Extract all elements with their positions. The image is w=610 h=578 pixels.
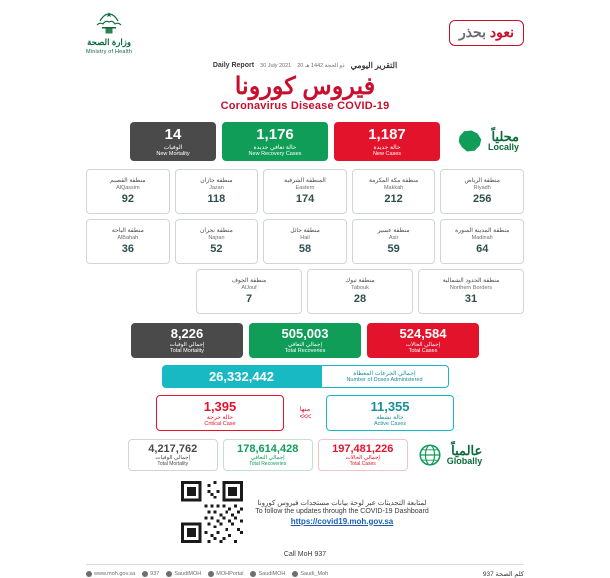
social-link-website[interactable] (86, 571, 135, 577)
phone-icon (142, 571, 148, 577)
globally-label-ar: عالمياً (451, 442, 483, 458)
doses-value: 26,332,442 (162, 365, 322, 388)
region-value: 31 (464, 292, 478, 305)
region-value: 174 (295, 192, 315, 205)
region-card (352, 219, 436, 264)
campaign-label-primary: نعود (489, 23, 514, 40)
regions-row (86, 169, 524, 214)
new-cases-label-en: New Cases (372, 150, 402, 157)
social-label: MOHPortal (216, 571, 244, 578)
region-value: 36 (121, 242, 134, 255)
footer (86, 570, 524, 578)
active-cases-value: 11,355 (370, 399, 410, 415)
region-name-ar: منطقة الجوف (231, 277, 267, 284)
active-cases-label-ar: حالة نشطة (376, 415, 404, 422)
doses-label-ar: إجمالي الجرعات المعطاة (353, 371, 416, 378)
region-card (263, 219, 347, 264)
footer-call-ar: كلم الصحة 937 (482, 571, 524, 578)
doses-label (322, 365, 449, 388)
globally-row (86, 439, 524, 471)
page-title-en: Coronavirus Disease COVID-19 (220, 100, 390, 112)
region-card (86, 219, 170, 264)
social-label: www.moh.gov.sa (94, 571, 136, 578)
page-title-ar: فيروس كورونا (234, 73, 376, 100)
social-links (86, 571, 328, 577)
region-name-ar: منطقة حائل (290, 227, 320, 234)
total-cases-label-ar: إجمالي الحالات (405, 342, 441, 349)
region-card (440, 219, 524, 264)
globally-label-en: Globally (446, 455, 483, 466)
new-mortality-label-ar: الوفيات (163, 144, 183, 151)
instagram-icon (292, 571, 298, 577)
critical-cases-value: 1,395 (203, 399, 237, 415)
report-header (86, 0, 524, 55)
new-mortality-value: 14 (164, 126, 182, 143)
region-value: 7 (245, 292, 253, 305)
doses-label-en: Number of Doses Administered (346, 377, 423, 384)
doses-row (86, 365, 524, 388)
social-link-youtube[interactable] (208, 571, 243, 577)
region-name-ar: المنطقة الشرقية (284, 177, 326, 184)
region-value: 92 (121, 192, 134, 205)
region-card (307, 269, 413, 314)
regions-row (86, 269, 524, 314)
region-name-ar: منطقة الباحة (111, 227, 144, 234)
region-card (263, 169, 347, 214)
daily-report-line (86, 61, 524, 70)
moh-logo-en: Ministry of Health (86, 49, 133, 55)
social-link-facebook[interactable] (250, 571, 285, 577)
total-mortality-label-ar: إجمالي الوفيات (169, 342, 205, 349)
qr-code-icon (181, 481, 243, 543)
global-cases-card (318, 439, 408, 471)
region-name-ar: منطقة عسير (377, 227, 410, 234)
region-value: 118 (207, 192, 226, 205)
globe-icon (417, 442, 443, 468)
qr-section (86, 481, 524, 543)
global-recoveries-label-en: Total Recoveries (249, 461, 287, 468)
globally-tag (417, 442, 483, 468)
report-date-ar: 20 ذو الحجة 1442 هـ (297, 62, 345, 69)
region-name-en: Madinah (471, 235, 493, 242)
region-name-en: Tabouk (351, 285, 369, 292)
critical-cases-card (156, 395, 284, 431)
moh-logo-ar: وزارة الصحة (87, 37, 131, 47)
global-cases-label-en: Total Cases (349, 461, 376, 468)
new-recoveries-value: 1,176 (256, 126, 294, 143)
locally-label-en: Locally (487, 141, 519, 152)
region-name-ar: منطقة الحدود الشمالية (442, 277, 500, 284)
locally-label-ar: محلياً (491, 128, 519, 144)
report-date-en: 30 July 2021 (260, 62, 292, 69)
region-name-en: Riyadh (473, 185, 491, 192)
global-recoveries-label-ar: إجمالي التعافي (250, 455, 285, 462)
active-cases-label-en: Active Cases (373, 421, 407, 428)
twitter-icon (166, 571, 172, 577)
regions-grid (86, 169, 524, 314)
total-mortality-label-en: Total Mortality (170, 348, 204, 355)
social-label: SaudiMOH (258, 571, 286, 578)
global-recoveries-card (223, 439, 313, 471)
campaign-label-secondary: بحذر (458, 23, 486, 40)
new-cases-label-ar: حالة جديدة (373, 144, 401, 151)
of-which-indicator (288, 405, 322, 421)
critical-active-row (86, 395, 524, 431)
new-cases-value: 1,187 (368, 126, 406, 143)
region-name-en: AlBahah (117, 235, 139, 242)
social-label: SaudiMOH (174, 571, 202, 578)
region-name-ar: منطقة الرياض (464, 177, 500, 184)
saudi-map-icon (455, 126, 485, 156)
active-cases-card (326, 395, 454, 431)
daily-report-en: Daily Report (212, 62, 255, 69)
region-name-en: Makkah (383, 185, 404, 192)
region-value: 52 (210, 242, 223, 255)
social-label: 937 (150, 571, 160, 578)
region-card (352, 169, 436, 214)
campaign-badge (449, 20, 524, 46)
critical-cases-label-en: Critical Case (204, 421, 236, 428)
region-name-en: AlQassim (116, 185, 140, 192)
qr-caption-ar: لمتابعة التحديثات عبر لوحة بيانات مستجدات فيروس كورونا (257, 499, 427, 507)
new-cases-card (334, 122, 440, 161)
moh-logo (86, 10, 132, 55)
global-mortality-card (128, 439, 218, 471)
moh-emblem-icon (89, 10, 129, 36)
total-mortality-value: 8,226 (170, 325, 204, 341)
region-name-en: Najran (208, 235, 225, 242)
region-value: 58 (298, 242, 312, 255)
region-card (175, 169, 259, 214)
region-card (196, 269, 302, 314)
totals-row (86, 323, 524, 358)
region-name-en: Northern Borders (449, 285, 493, 292)
total-mortality-card (131, 323, 243, 358)
region-value: 256 (473, 192, 492, 205)
total-recoveries-label-en: Total Recoveries (284, 348, 326, 355)
region-name-en: AlJouf (241, 285, 257, 292)
global-mortality-value: 4,217,762 (148, 443, 198, 456)
global-mortality-label-en: Total Mortality (157, 461, 189, 468)
critical-cases-label-ar: حالة حرجة (206, 415, 234, 422)
region-value: 59 (387, 242, 400, 255)
social-label: Saudi_Moh (300, 571, 329, 578)
region-name-ar: منطقة القصيم (110, 177, 146, 184)
new-mortality-label-en: New Mortality (156, 150, 190, 157)
region-name-ar: منطقة مكة المكرمة (368, 177, 419, 184)
region-value: 212 (384, 192, 403, 205)
region-name-en: Hail (300, 235, 310, 242)
total-cases-label-en: Total Cases (408, 348, 438, 355)
new-recoveries-card (222, 122, 328, 161)
qr-text (255, 499, 429, 526)
youtube-icon (208, 571, 214, 577)
of-which-label-ar: منها (299, 406, 311, 414)
social-link-twitter[interactable] (166, 571, 201, 577)
region-value: 28 (353, 292, 367, 305)
social-link-instagram[interactable] (292, 571, 328, 577)
global-recoveries-value: 178,614,428 (237, 443, 299, 456)
total-recoveries-label-ar: إجمالي التعافي (288, 342, 322, 349)
region-name-ar: منطقة نجران (200, 227, 233, 234)
total-recoveries-card (249, 323, 361, 358)
call-moh-text: Call MoH 937 (283, 551, 327, 559)
total-cases-card (367, 323, 479, 358)
region-card (418, 269, 524, 314)
global-mortality-label-ar: إجمالي الوفيات (155, 455, 191, 462)
region-card (440, 169, 524, 214)
region-name-ar: منطقة تبوك (345, 277, 375, 284)
chevron-left-icon: <<< (299, 412, 311, 422)
footer-divider (86, 564, 524, 565)
locally-summary-row (86, 122, 524, 161)
daily-report-ar: التقرير اليومي (350, 61, 398, 70)
social-link-phone[interactable] (142, 571, 159, 577)
region-name-en: Asir (388, 235, 399, 242)
qr-caption-en: To follow the updates through the COVID-19 Dashboard (255, 507, 429, 515)
region-name-ar: منطقة جازان (200, 177, 233, 184)
regions-row (86, 219, 524, 264)
locally-tag (450, 126, 524, 156)
new-recoveries-label-en: New Recovery Cases (248, 150, 302, 157)
region-name-ar: منطقة المدينة المنورة (455, 227, 510, 234)
dashboard-link[interactable]: https://covid19.moh.gov.sa (290, 516, 394, 526)
globe-small-icon (86, 571, 92, 577)
region-card (175, 219, 259, 264)
total-cases-value: 524,584 (399, 325, 447, 341)
new-mortality-card (130, 122, 216, 161)
global-cases-value: 197,481,226 (332, 443, 394, 456)
region-name-en: Jazan (209, 185, 224, 192)
facebook-icon (250, 571, 256, 577)
region-card (86, 169, 170, 214)
new-recoveries-label-ar: حالة تعافي جديدة (253, 144, 297, 151)
region-value: 64 (476, 242, 489, 255)
total-recoveries-value: 505,003 (281, 325, 329, 341)
region-name-en: Eastern (295, 185, 315, 192)
global-cases-label-ar: إجمالي الحالات (345, 455, 380, 462)
